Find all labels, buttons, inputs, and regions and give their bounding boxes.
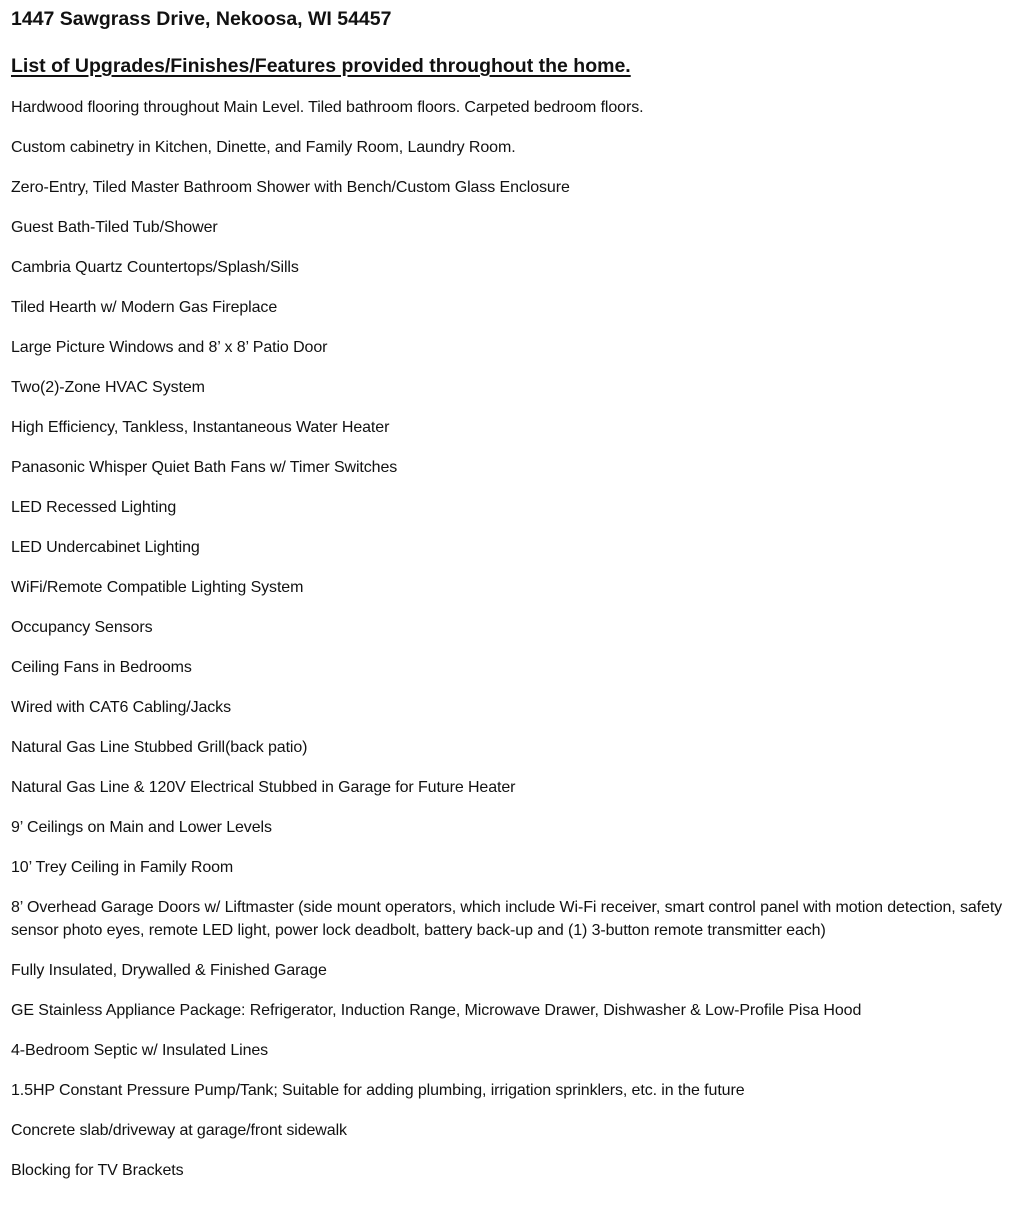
- feature-item: Fully Insulated, Drywalled & Finished Garage: [11, 961, 327, 979]
- feature-item: WiFi/Remote Compatible Lighting System: [11, 579, 304, 596]
- feature-item: Hardwood flooring throughout Main Level. Tiled bathroom floors. Carpeted bedroom floors.: [11, 99, 644, 116]
- feature-item: GE Stainless Appliance Package: Refrigerator, Induction Range, Microwave Drawer, Dishwasher & Low-Profile Pisa Hood: [11, 1001, 862, 1019]
- feature-item: 1.5HP Constant Pressure Pump/Tank; Suitable for adding plumbing, irrigation sprinklers, etc. in the future: [11, 1081, 745, 1099]
- features-list: [11, 97, 1023, 1200]
- feature-item: 4-Bedroom Septic w/ Insulated Lines: [11, 1041, 269, 1059]
- feature-item: High Efficiency, Tankless, Instantaneous Water Heater: [11, 419, 390, 436]
- property-address: 1447 Sawgrass Drive, Nekoosa, WI 54457: [11, 8, 392, 30]
- feature-item: 9’ Ceilings on Main and Lower Levels: [11, 819, 272, 836]
- feature-item: 10’ Trey Ceiling in Family Room: [11, 859, 234, 876]
- feature-item: Blocking for TV Brackets: [11, 1161, 184, 1179]
- feature-item: Natural Gas Line & 120V Electrical Stubbed in Garage for Future Heater: [11, 779, 516, 796]
- feature-item: Guest Bath-Tiled Tub/Shower: [11, 219, 218, 236]
- feature-item: Concrete slab/driveway at garage/front sidewalk: [11, 1121, 347, 1139]
- feature-item: 8’ Overhead Garage Doors w/ Liftmaster (side mount operators, which include Wi-Fi receiver, smart control panel with motion detection, safety sensor photo eyes, remote LED light, power lock deadbolt, battery back-up and (1) 3-button remote transmitter each): [11, 899, 1003, 939]
- feature-item: LED Undercabinet Lighting: [11, 539, 200, 556]
- feature-item: LED Recessed Lighting: [11, 499, 177, 516]
- features-heading: List of Upgrades/Finishes/Features provided throughout the home.: [11, 55, 631, 77]
- feature-item: Cambria Quartz Countertops/Splash/Sills: [11, 259, 299, 276]
- feature-item: Wired with CAT6 Cabling/Jacks: [11, 699, 231, 716]
- feature-item: Occupancy Sensors: [11, 619, 153, 636]
- feature-item: Zero-Entry, Tiled Master Bathroom Shower with Bench/Custom Glass Enclosure: [11, 179, 570, 196]
- feature-item: Two(2)-Zone HVAC System: [11, 379, 205, 396]
- feature-item: Ceiling Fans in Bedrooms: [11, 659, 192, 676]
- feature-item: Tiled Hearth w/ Modern Gas Fireplace: [11, 299, 278, 316]
- feature-item: Panasonic Whisper Quiet Bath Fans w/ Timer Switches: [11, 459, 398, 476]
- feature-item: Large Picture Windows and 8’ x 8’ Patio Door: [11, 339, 328, 356]
- feature-item: Natural Gas Line Stubbed Grill(back patio): [11, 739, 308, 756]
- feature-item: Custom cabinetry in Kitchen, Dinette, and Family Room, Laundry Room.: [11, 139, 516, 156]
